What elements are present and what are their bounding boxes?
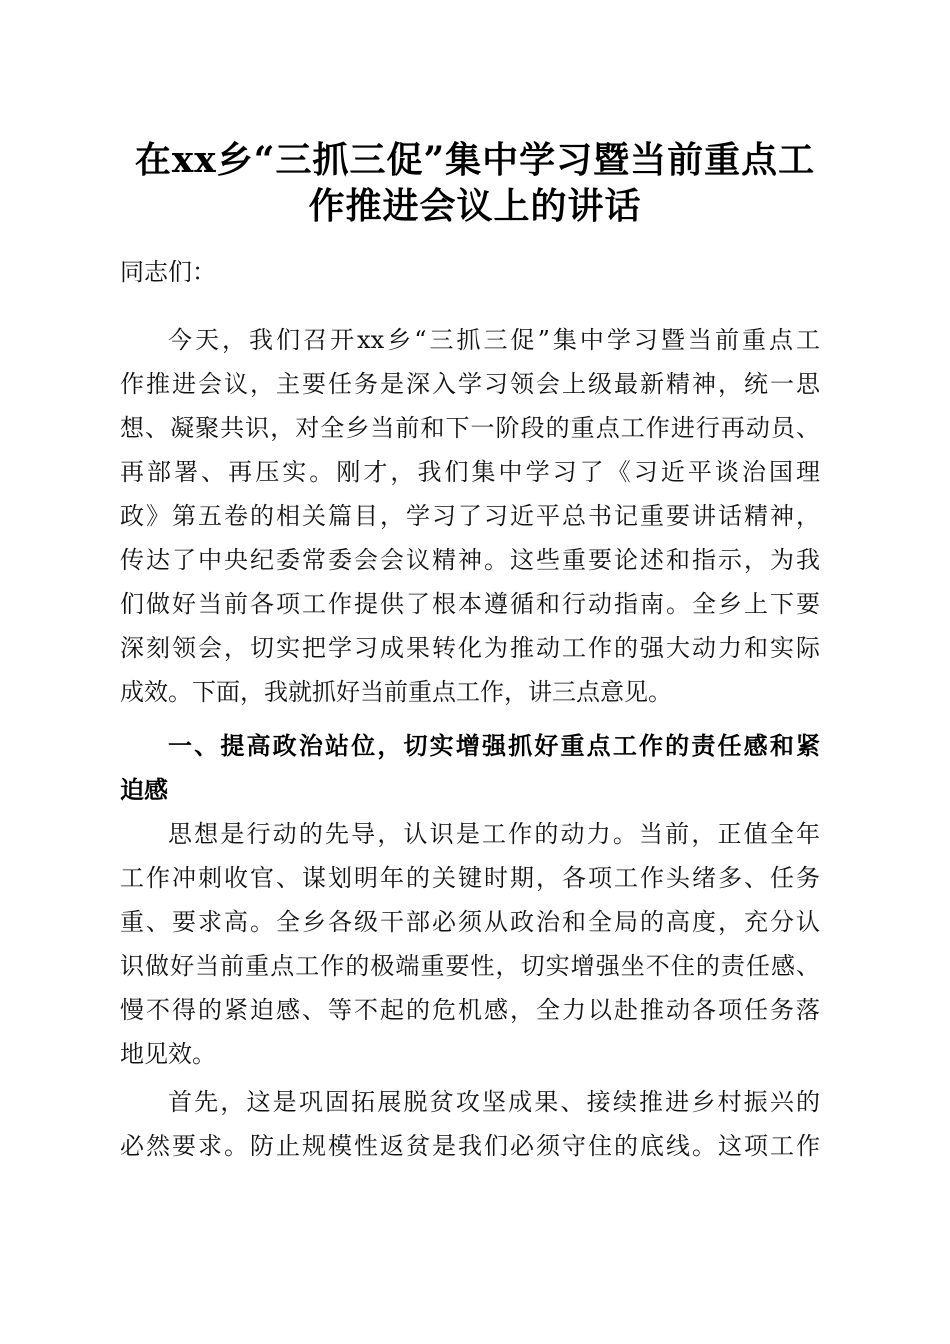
paragraph-line: 思想是行动的先导，认识是工作的动力。当前，正值全年	[168, 820, 820, 848]
paragraph-line: 深刻领会，切实把学习成果转化为推动工作的强大动力和实际	[120, 634, 820, 662]
paragraph-line: 想、凝聚共识，对全乡当前和下一阶段的重点工作进行再动员、	[120, 414, 820, 442]
paragraph-line: 地见效。	[120, 1040, 216, 1068]
paragraph-line: 识做好当前重点工作的极端重要性，切实增强坐不住的责任感、	[120, 952, 820, 980]
paragraph-line: 慢不得的紧迫感、等不起的危机感，全力以赴推动各项任务落	[120, 996, 820, 1024]
paragraph-line: 再部署、再压实。刚才，我们集中学习了《习近平谈治国理	[120, 458, 820, 486]
paragraph-line: 政》第五卷的相关篇目，学习了习近平总书记重要讲话精神，	[120, 502, 820, 530]
paragraph-line: 必然要求。防止规模性返贫是我们必须守住的底线。这项工作	[120, 1132, 820, 1160]
document-title-line-2: 作推进会议上的讲话	[308, 185, 642, 227]
paragraph-line: 成效。下面，我就抓好当前重点工作，讲三点意见。	[120, 678, 672, 706]
section-heading-line: 一、提高政治站位，切实增强抓好重点工作的责任感和紧	[168, 732, 820, 760]
paragraph-line: 工作冲刺收官、谋划明年的关键时期，各项工作头绪多、任务	[120, 864, 820, 892]
paragraph-line: 传达了中央纪委常委会会议精神。这些重要论述和指示，为我	[120, 546, 820, 574]
paragraph-line: 重、要求高。全乡各级干部必须从政治和全局的高度，充分认	[120, 908, 820, 936]
section-heading-line: 迫感	[120, 776, 168, 804]
paragraph-line: 今天，我们召开xx乡“三抓三促”集中学习暨当前重点工	[168, 326, 820, 354]
salutation: 同志们：	[120, 258, 216, 286]
paragraph-line: 首先，这是巩固拓展脱贫攻坚成果、接续推进乡村振兴的	[168, 1088, 820, 1116]
paragraph-line: 作推进会议，主要任务是深入学习领会上级最新精神，统一思	[120, 370, 820, 398]
document-title-line-1: 在xx乡“三抓三促”集中学习暨当前重点工	[134, 139, 816, 181]
paragraph-line: 们做好当前各项工作提供了根本遵循和行动指南。全乡上下要	[120, 590, 820, 618]
